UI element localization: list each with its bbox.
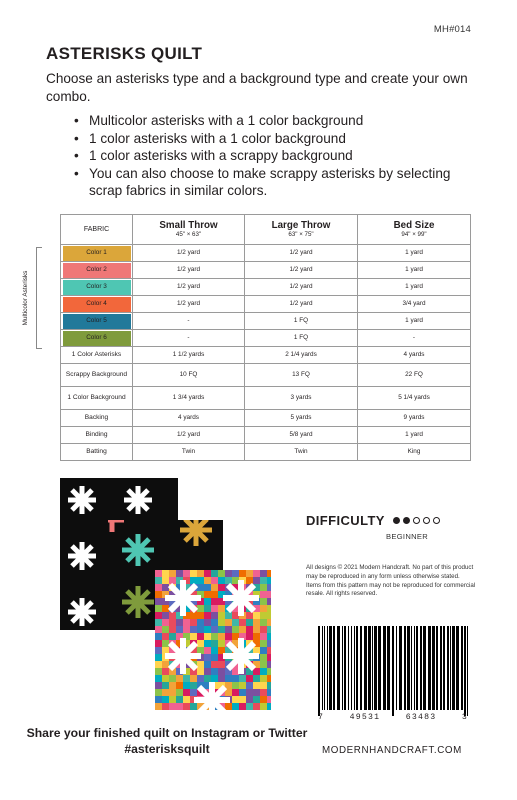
table-cell: 1 3/4 yards — [133, 387, 245, 410]
table-cell: 5 yards — [245, 410, 358, 427]
difficulty-dot — [413, 517, 420, 524]
barcode — [318, 626, 468, 716]
table-cell: 1/2 yard — [245, 279, 358, 296]
color-swatch: Color 1 — [63, 246, 131, 261]
table-cell: 3/4 yard — [358, 296, 471, 313]
table-cell: 9 yards — [358, 410, 471, 427]
website-link[interactable]: MODERNHANDCRAFT.COM — [322, 745, 462, 756]
table-cell: Twin — [133, 444, 245, 461]
barcode-digit: 3 — [461, 713, 468, 722]
table-cell: 3 yards — [245, 387, 358, 410]
table-cell: 13 FQ — [245, 364, 358, 387]
list-item: • 1 color asterisks with a scrappy background — [74, 147, 474, 165]
table-cell: - — [133, 330, 245, 347]
table-cell: 1/2 yard — [245, 296, 358, 313]
color-swatch-cell — [61, 313, 133, 330]
row-label: 1 Color Asterisks — [61, 347, 133, 364]
column-header: Small Throw 45" × 63" — [133, 215, 245, 245]
page-title: ASTERISKS QUILT — [46, 44, 203, 63]
table-cell: 10 FQ — [133, 364, 245, 387]
difficulty-dot — [393, 517, 400, 524]
table-cell: 5/8 yard — [245, 427, 358, 444]
table-cell: 1/2 yard — [133, 296, 245, 313]
difficulty-dot — [403, 517, 410, 524]
table-row — [61, 313, 471, 330]
fabric-requirements-table — [60, 214, 471, 461]
difficulty-dot — [433, 517, 440, 524]
table-cell: 5 1/4 yards — [358, 387, 471, 410]
table-row — [61, 444, 471, 461]
table-cell: Twin — [245, 444, 358, 461]
table-cell: 1/2 yard — [245, 262, 358, 279]
combo-list — [74, 112, 474, 200]
table-row — [61, 347, 471, 364]
list-item: • 1 color asterisks with a 1 color background — [74, 130, 474, 148]
share-message: Share your finished quilt on Instagram or Twitter #asterisksquilt — [26, 726, 308, 756]
table-cell: 1/2 yard — [245, 245, 358, 262]
table-cell: 1/2 yard — [133, 245, 245, 262]
table-cell: 1 yard — [358, 245, 471, 262]
table-row — [61, 410, 471, 427]
table-cell: - — [133, 313, 245, 330]
group-label: Multicolor Asterisks — [22, 270, 29, 326]
list-item: • Multicolor asterisks with a 1 color background — [74, 112, 474, 130]
color-swatch-cell — [61, 262, 133, 279]
color-swatch-cell — [61, 245, 133, 262]
table-row — [61, 245, 471, 262]
table-cell: 4 yards — [133, 410, 245, 427]
table-row — [61, 262, 471, 279]
table-cell: 1 yard — [358, 279, 471, 296]
difficulty-rating — [306, 513, 440, 528]
column-header: Bed Size 94" × 99" — [358, 215, 471, 245]
quilt-image-scrappy — [155, 570, 271, 710]
table-row — [61, 330, 471, 347]
table-row — [61, 296, 471, 313]
table-row — [61, 387, 471, 410]
table-cell: - — [358, 330, 471, 347]
barcode-digit: 63483 — [405, 713, 437, 722]
barcode-digit: 7 — [318, 713, 325, 722]
table-cell: 1 FQ — [245, 313, 358, 330]
color-swatch-cell — [61, 296, 133, 313]
barcode-digit: 49531 — [349, 713, 381, 722]
color-swatch: Color 2 — [63, 263, 131, 278]
barcode-number — [318, 713, 468, 722]
color-swatch-cell — [61, 330, 133, 347]
difficulty-dot — [423, 517, 430, 524]
table-cell: 1/2 yard — [133, 427, 245, 444]
row-label: Backing — [61, 410, 133, 427]
table-cell: 1 yard — [358, 313, 471, 330]
list-item: • You can also choose to make scrappy asterisks by selecting scrap fabrics in similar colors. — [74, 165, 474, 200]
table-header-row — [61, 215, 471, 245]
intro-text: Choose an asterisks type and a background type and create your own combo. — [46, 71, 468, 104]
table-cell: 1 yard — [358, 262, 471, 279]
table-row — [61, 364, 471, 387]
pattern-code: MH#014 — [433, 24, 471, 35]
table-cell: 1/2 yard — [133, 262, 245, 279]
color-swatch: Color 5 — [63, 314, 131, 329]
difficulty-level: BEGINNER — [386, 532, 429, 541]
row-label: Scrappy Background — [61, 364, 133, 387]
table-cell: 2 1/4 yards — [245, 347, 358, 364]
row-label: Batting — [61, 444, 133, 461]
color-swatch: Color 4 — [63, 297, 131, 312]
difficulty-label: DIFFICULTY — [306, 513, 385, 528]
table-row — [61, 427, 471, 444]
table-cell: 22 FQ — [358, 364, 471, 387]
table-cell: 1/2 yard — [133, 279, 245, 296]
row-label: Binding — [61, 427, 133, 444]
color-swatch-cell — [61, 279, 133, 296]
table-cell: 1 1/2 yards — [133, 347, 245, 364]
table-cell: 4 yards — [358, 347, 471, 364]
table-row — [61, 279, 471, 296]
column-header: Large Throw 63" × 75" — [245, 215, 358, 245]
color-swatch: Color 6 — [63, 331, 131, 346]
group-bracket — [36, 247, 42, 349]
row-label: 1 Color Background — [61, 387, 133, 410]
difficulty-dots — [393, 517, 440, 524]
fabric-header: FABRIC — [61, 215, 133, 245]
table-cell: 1 yard — [358, 427, 471, 444]
table-cell: King — [358, 444, 471, 461]
table-cell: 1 FQ — [245, 330, 358, 347]
color-swatch: Color 3 — [63, 280, 131, 295]
copyright-notice: All designs © 2021 Modern Handcraft. No part of this product may be reproduced in any form unless otherwise stated. Items from this pattern may not be reproduced for commercial resale. All rights reserved. — [306, 564, 476, 598]
